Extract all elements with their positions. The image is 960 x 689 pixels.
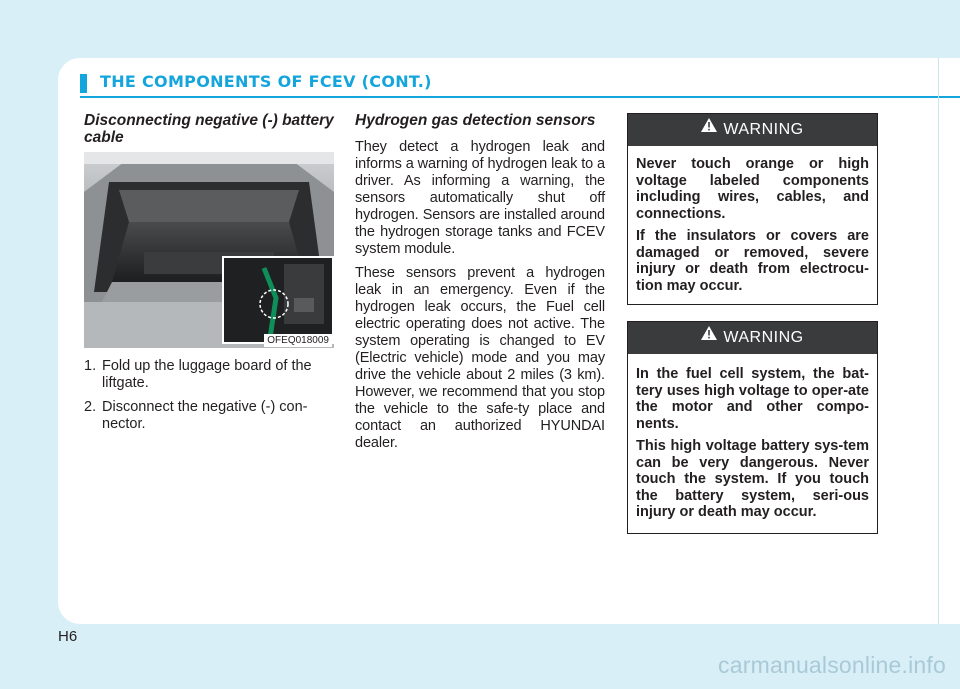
battery-cable-heading: Disconnecting negative (-) battery cable (84, 112, 334, 146)
page-edge-line (938, 58, 939, 624)
list-item (84, 399, 334, 433)
header-rule (80, 96, 960, 98)
body-paragraph: These sensors prevent a hydrogen leak in an emergency. Even if the hydrogen leak occurs, the Fuel cell electric operating does not active. The system operating is changed to EV (Electric vehicle) mode and you may drive the vehicle about 2 miles (3 km). However, we recommend that you stop the vehicle to the safe-ty place and contact an authorized HYUNDAI dealer. (355, 265, 605, 451)
site-watermark: carmanualsonline.info (718, 652, 946, 678)
section-header (80, 72, 960, 94)
warning-triangle-icon (701, 320, 717, 352)
warning-label: WARNING (723, 121, 804, 138)
column-battery-cable (84, 112, 334, 440)
warning-header (628, 322, 877, 354)
photo-reference-code: OFEQ018009 (264, 334, 332, 347)
warning-paragraph: If the insulators or covers are damaged or removed, severe injury or death from electrocu-tion may occur. (636, 228, 869, 294)
warning-body (628, 354, 877, 533)
warning-box-battery-system (627, 321, 878, 534)
warning-header (628, 114, 877, 146)
page-number: H6 (58, 628, 78, 645)
luggage-compartment-photo (84, 152, 334, 348)
warning-paragraph: This high voltage battery sys-tem can be very dangerous. Never touch the system. If you touch the battery system, seri-ous injury or death may occur. (636, 438, 869, 520)
step-number: 2. (84, 399, 97, 415)
section-title: THE COMPONENTS OF FCEV (CONT.) (100, 72, 432, 91)
column-hydrogen-sensors (355, 112, 605, 459)
warning-paragraph: In the fuel cell system, the bat-tery uses high voltage to oper-ate the motor and other compo-nents. (636, 366, 869, 432)
warning-body (628, 146, 877, 304)
hydrogen-sensors-heading: Hydrogen gas detection sensors (355, 112, 596, 129)
step-number: 1. (84, 358, 97, 374)
header-accent-bar (80, 74, 87, 93)
warning-paragraph: Never touch orange or high voltage labeled components including wires, cables, and connections. (636, 156, 869, 222)
step-text: Fold up the luggage board of the liftgate. (102, 358, 312, 391)
warning-triangle-icon (701, 112, 717, 144)
list-item (84, 358, 334, 392)
battery-inset-photo (222, 256, 334, 344)
warning-label: WARNING (723, 329, 804, 346)
step-text: Disconnect the negative (-) con-nector. (102, 399, 308, 432)
warning-box-high-voltage (627, 113, 878, 305)
battery-terminal-illustration (224, 258, 332, 342)
steps-list (84, 358, 334, 433)
body-paragraph: They detect a hydrogen leak and informs a warning of hydrogen leak to a driver. As informing a warning, the sensors automatically shut off hydrogen. Sensors are installed around the hydrogen storage tanks and FCEV system module. (355, 139, 605, 257)
